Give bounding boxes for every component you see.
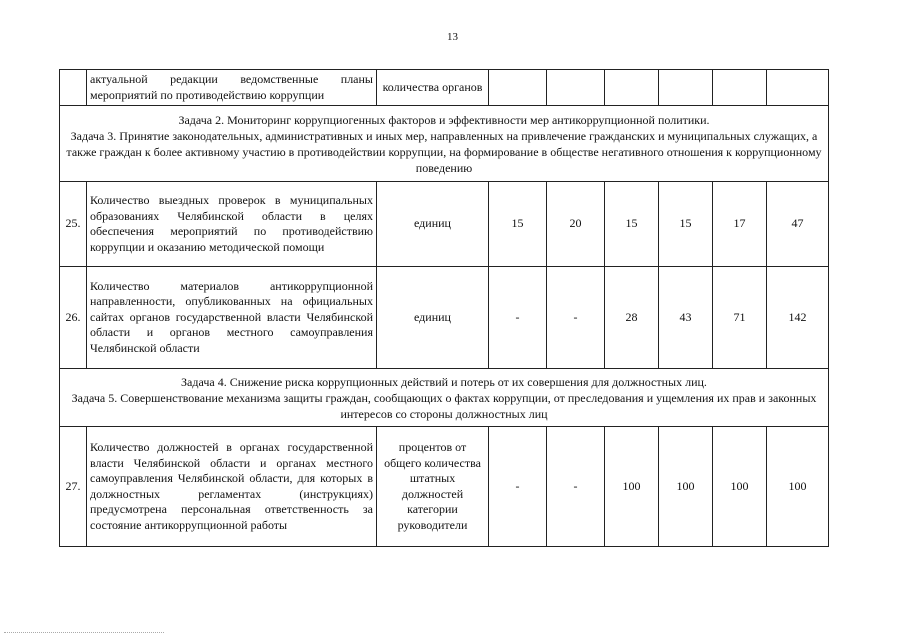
row-description: Количество выездных проверок в муниципальных образованиях Челябинской области в целях обеспечения мероприятий по противодействию коррупции и оказанию методической помощи (87, 182, 377, 267)
task-block (60, 369, 829, 427)
row-description: актуальной редакции ведомственные планы мероприятий по противодействию коррупции (87, 70, 377, 106)
row-unit: единиц (377, 267, 489, 369)
table-row (60, 427, 829, 547)
row-value: 47 (767, 182, 829, 267)
row-value: - (547, 267, 605, 369)
row-value: 43 (659, 267, 713, 369)
task-header-row (60, 106, 829, 182)
row-value: 28 (605, 267, 659, 369)
row-value (713, 70, 767, 106)
indicators-table (59, 69, 829, 547)
row-value: 71 (713, 267, 767, 369)
row-number: 26. (60, 267, 87, 369)
row-value (605, 70, 659, 106)
task-text: Задача 3. Принятие законодательных, административных и иных мер, направленных на привлечение гражданских и муниципальных служащих, а также граждан к более активному участию в противодействии коррупции, на формирование в обществе негативного отношения к коррупционному поведению (66, 128, 822, 175)
table-row (60, 70, 829, 106)
row-value (547, 70, 605, 106)
row-value: - (489, 427, 547, 547)
row-value (659, 70, 713, 106)
task-header-row (60, 369, 829, 427)
row-value: 20 (547, 182, 605, 267)
row-description: Количество должностей в органах государственной власти Челябинской области и органах местного самоуправления Челябинской области, для которых в должностных регламентах (инструкциях) предусмотрена персональная ответственность за состояние антикоррупционной работы (87, 427, 377, 547)
row-description: Количество материалов антикоррупционной направленности, опубликованных на официальных сайтах органов государственной власти Челябинской области и органов местного самоуправления Челябинской области (87, 267, 377, 369)
row-number: 27. (60, 427, 87, 547)
row-value (767, 70, 829, 106)
row-value: 15 (605, 182, 659, 267)
row-value: 142 (767, 267, 829, 369)
row-unit: количества органов (377, 70, 489, 106)
page-number: 13 (447, 31, 458, 43)
task-text: Задача 2. Мониторинг коррупциогенных факторов и эффективности мер антикоррупционной политики. (178, 112, 710, 127)
task-block (60, 106, 829, 182)
row-number (60, 70, 87, 106)
row-value: 100 (713, 427, 767, 547)
row-number: 25. (60, 182, 87, 267)
row-value (489, 70, 547, 106)
row-unit: единиц (377, 182, 489, 267)
row-value: 100 (659, 427, 713, 547)
task-text: Задача 4. Снижение риска коррупционных действий и потерь от их совершения для должностных лиц. (181, 374, 707, 389)
row-value: 100 (767, 427, 829, 547)
row-value: - (489, 267, 547, 369)
row-value: 15 (659, 182, 713, 267)
row-value: 100 (605, 427, 659, 547)
table-row (60, 182, 829, 267)
row-unit: процентов от общего количества штатных должностей категории руководители (377, 427, 489, 547)
task-text: Задача 5. Совершенствование механизма защиты граждан, сообщающих о фактах коррупции, от преследования и ущемления их прав и законных интересов со стороны должностных лиц (71, 390, 817, 421)
row-value: - (547, 427, 605, 547)
row-value: 15 (489, 182, 547, 267)
footer-scan-mark (4, 632, 164, 636)
table-row (60, 267, 829, 369)
row-value: 17 (713, 182, 767, 267)
